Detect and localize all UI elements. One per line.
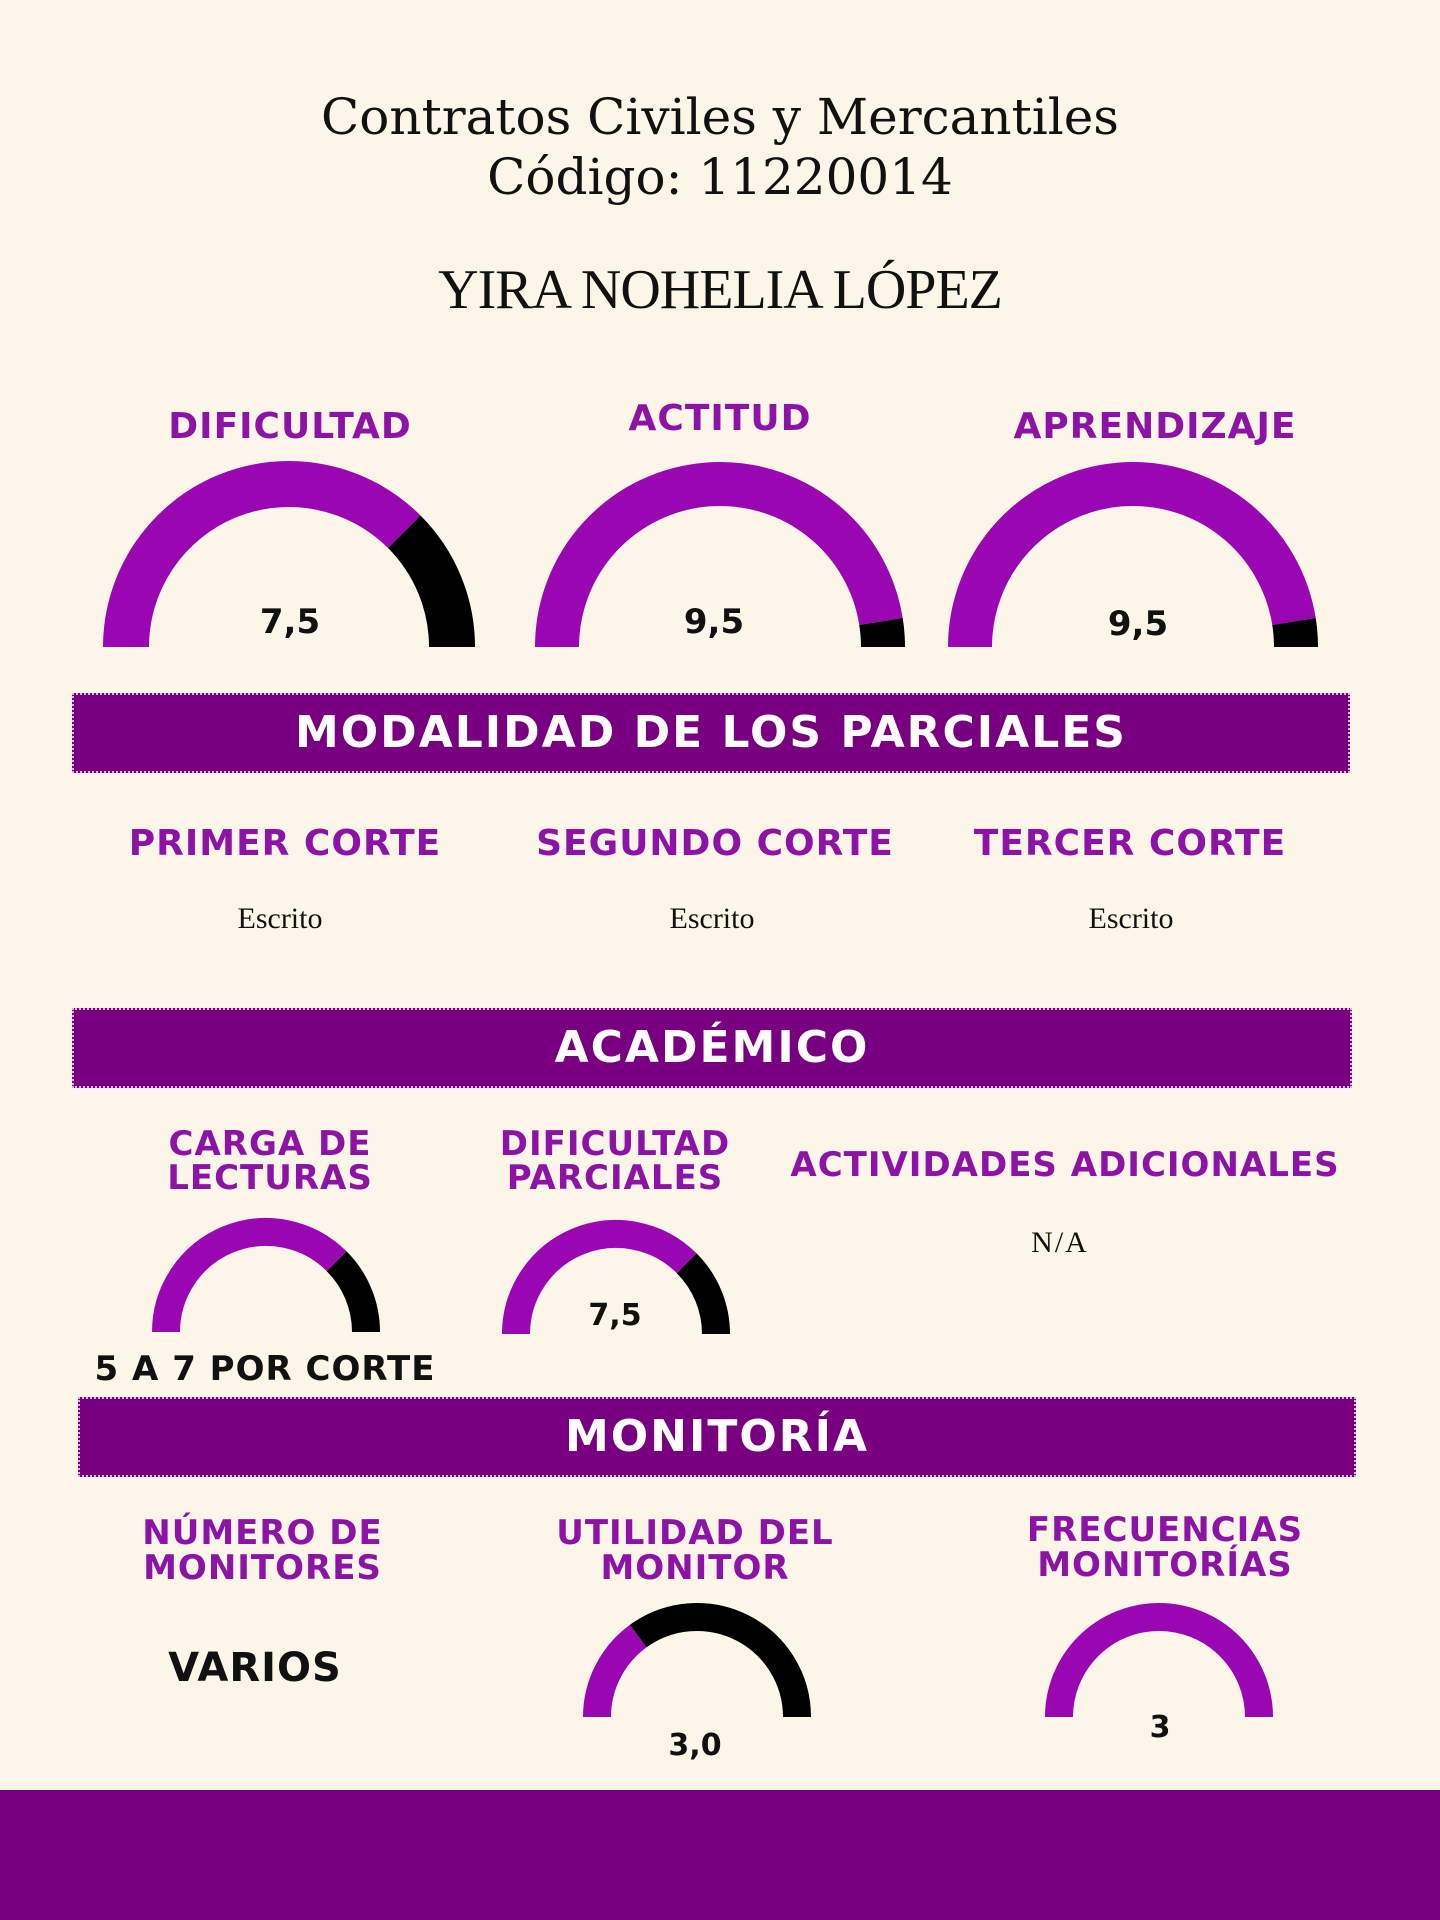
modalidad-label-primer: PRIMER CORTE (128, 823, 442, 864)
rating-label-dificultad: DIFICULTAD (168, 406, 412, 447)
footer-bar (0, 1790, 1440, 1920)
rating-label-aprendizaje: APRENDIZAJE (1013, 406, 1297, 447)
modalidad-label-tercer: TERCER CORTE (973, 823, 1287, 864)
gauge-value-arc (1059, 1617, 1259, 1717)
professor-name: YIRA NOHELIA LÓPEZ (438, 259, 1002, 321)
utilidad-value: 3,0 (668, 1728, 722, 1763)
banner-monitoria: MONITORÍA (78, 1397, 1356, 1477)
utilidad-label-line2: MONITOR (600, 1548, 790, 1588)
actividades-label: ACTIVIDADES ADICIONALES (790, 1145, 1340, 1185)
dificultad-parciales-label-line1: DIFICULTAD (499, 1124, 731, 1164)
frecuencia-value: 3 (1149, 1710, 1171, 1745)
actividades-value: N/A (1031, 1226, 1089, 1259)
numero-label-line2: MONITORES (143, 1548, 382, 1588)
modalidad-value-segundo: Escrito (669, 902, 755, 935)
utilidad-label-line1: UTILIDAD DEL (556, 1513, 834, 1553)
numero-label-line1: NÚMERO DE (142, 1513, 383, 1553)
carga-value: 5 A 7 POR CORTE (94, 1349, 436, 1389)
dificultad-parciales-label-line2: PARCIALES (506, 1158, 724, 1198)
numero-value: VARIOS (168, 1645, 342, 1691)
course-code: Código: 11220014 (487, 148, 953, 206)
modalidad-label-segundo: SEGUNDO CORTE (536, 823, 894, 864)
modalidad-value-tercer: Escrito (1088, 902, 1174, 935)
rating-value-aprendizaje: 9,5 (1107, 604, 1169, 644)
rating-value-dificultad: 7,5 (259, 602, 321, 642)
rating-value-actitud: 9,5 (683, 602, 745, 642)
rating-label-actitud: ACTITUD (628, 398, 812, 439)
frecuencia-label-line2: MONITORÍAS (1037, 1545, 1293, 1585)
dificultad-parciales-value: 7,5 (588, 1298, 642, 1333)
carga-label-line2: LECTURAS (167, 1158, 373, 1198)
frecuencia-label-line1: FRECUENCIAS (1026, 1510, 1304, 1550)
modalidad-value-primer: Escrito (237, 902, 323, 935)
banner-modalidad: MODALIDAD DE LOS PARCIALES (72, 693, 1350, 773)
course-title: Contratos Civiles y Mercantiles (321, 88, 1119, 146)
carga-label-line1: CARGA DE (168, 1124, 372, 1164)
banner-academico: ACADÉMICO (72, 1008, 1352, 1088)
